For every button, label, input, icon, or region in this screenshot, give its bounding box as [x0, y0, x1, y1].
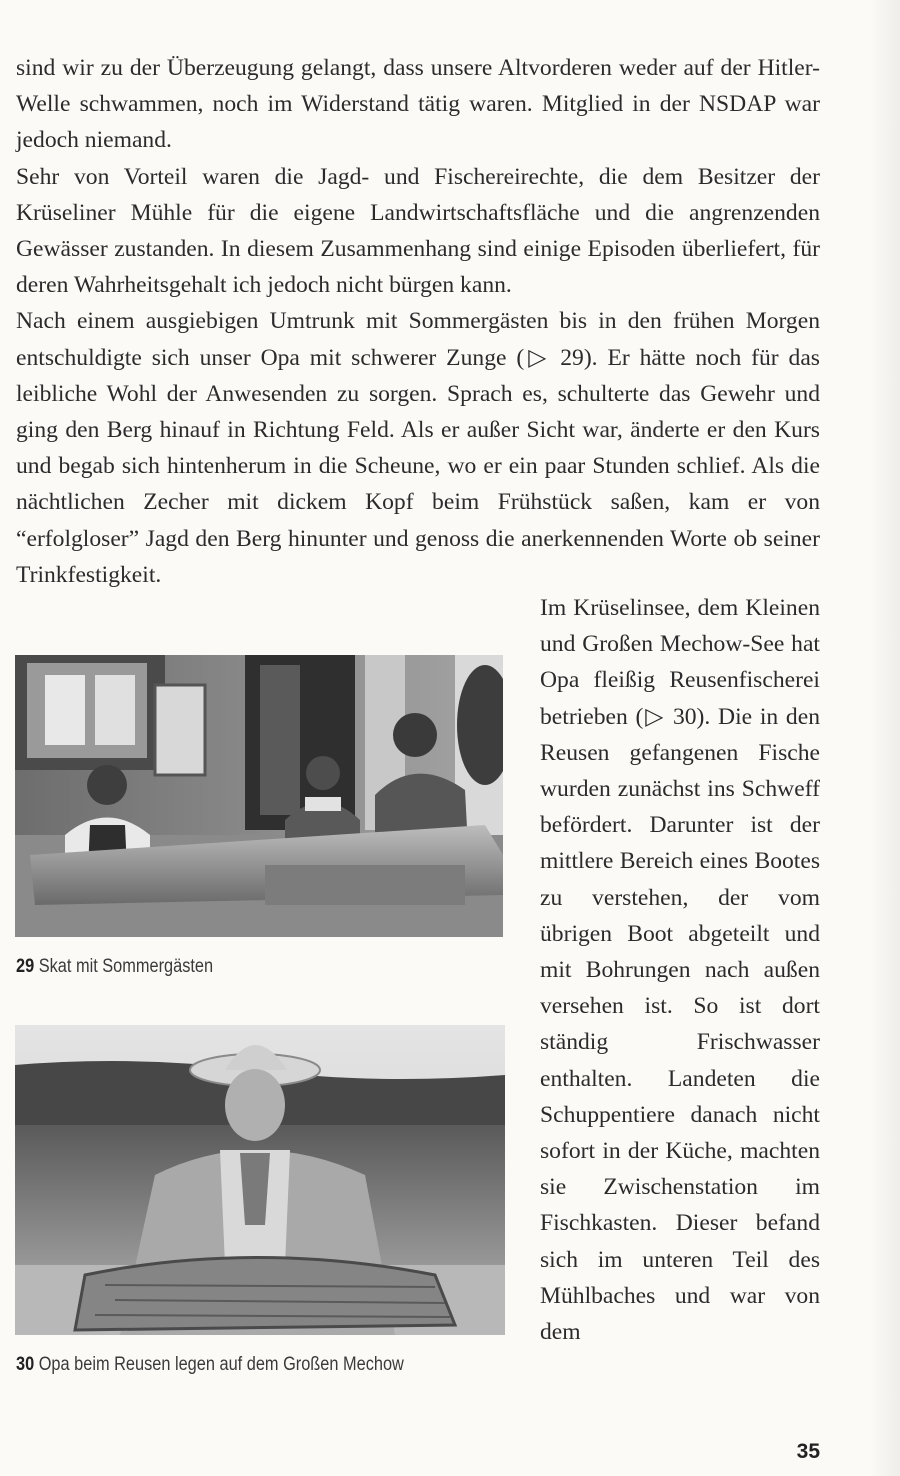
right-column-text	[540, 590, 820, 1350]
paragraph-2: Sehr von Vorteil waren die Jagd- und Fischereirechte, die dem Besitzer der Krüseliner Mühle für die eigene Landwirtschaftsfläche und die angrenzenden Gewässer zustanden. In diesem Zusammenhang sind einige Episoden überliefert, für deren Wahrheitsgehalt ich jedoch nicht bürgen kann.	[16, 163, 820, 299]
photo-opa-fish-trap	[15, 1025, 505, 1335]
photo-skat-players	[15, 655, 503, 937]
caption-29-number: 29	[16, 956, 35, 977]
paragraph-1: sind wir zu der Überzeugung gelangt, dass unsere Altvorderen weder auf der Hitler-Welle schwammen, noch im Widerstand tätig waren. Mitglied in der NSDAP war jedoch niemand.	[16, 55, 820, 154]
caption-29	[16, 956, 213, 978]
caption-30-number: 30	[16, 1354, 35, 1375]
body-text	[16, 50, 820, 593]
page-number: 35	[796, 1440, 820, 1463]
caption-29-text: Skat mit Sommergästen	[38, 956, 214, 977]
page-edge-shadow	[870, 0, 900, 1476]
caption-30-text: Opa beim Reusen legen auf dem Großen Mechow	[38, 1354, 404, 1375]
column-paragraph: Im Krüselinsee, dem Kleinen und Großen Mechow-See hat Opa fleißig Reusenfischerei betrieben (▷ 30). Die in den Reusen gefangenen Fische wurden zunächst ins Schweff befördert. Darunter ist der mittlere Bereich eines Bootes zu verstehen, der vom übrigen Boot abgeteilt und mit Bohrungen nach außen versehen ist. So ist dort ständig Frischwasser enthalten. Landeten die Schuppentiere danach nicht sofort in der Küche, machten sie Zwischenstation im Fischkasten. Dieser befand sich im unteren Teil des Mühlbaches und war von dem	[540, 595, 820, 1346]
caption-30	[16, 1354, 404, 1376]
paragraph-3: Nach einem ausgiebigen Umtrunk mit Sommergästen bis in den frühen Morgen entschuldigte sich unser Opa mit schwerer Zunge (▷ 29). Er hätte noch für das leibliche Wohl der Anwesenden zu sorgen. Sprach es, schulterte das Gewehr und ging den Berg hinauf in Richtung Feld. Als er außer Sicht war, änderte er den Kurs und begab sich hintenherum in die Scheune, wo er ein paar Stunden schlief. Als die nächtlichen Zecher mit dickem Kopf beim Frühstück saßen, kam er von “erfolgloser” Jagd den Berg hinunter und genoss die anerkennenden Worte ob seiner Trinkfestigkeit.	[16, 308, 820, 588]
